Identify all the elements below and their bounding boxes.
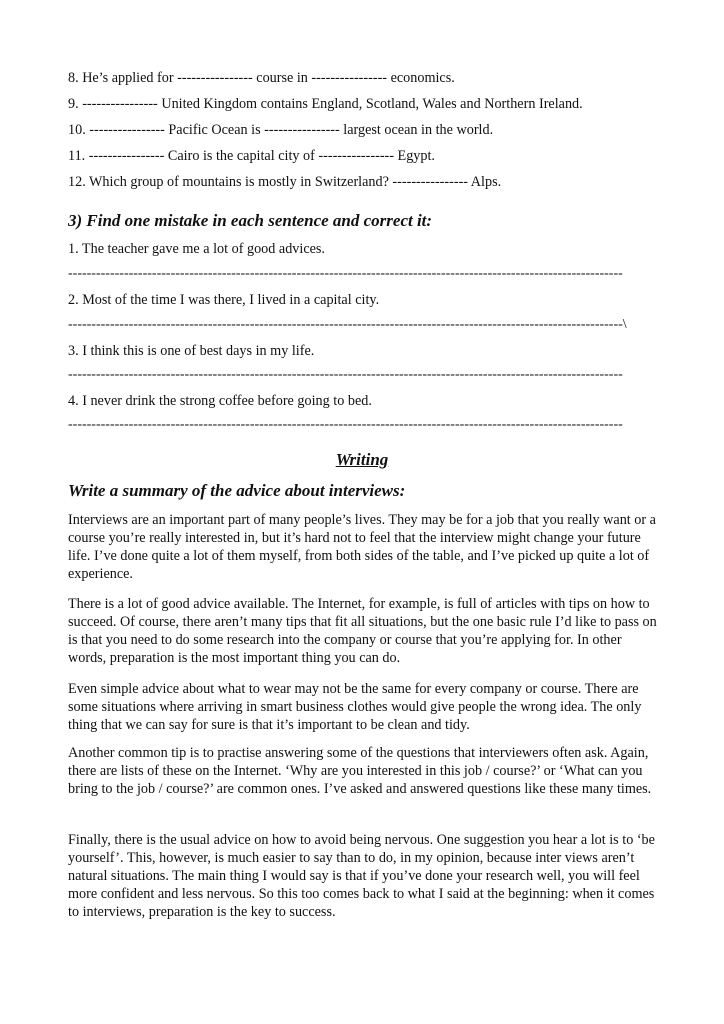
exercise2-item-10: 10. ---------------- Pacific Ocean is ---------------- largest ocean in the world. (68, 122, 494, 138)
exercise3-answer-line-3: ----------------------------------------------------------------------------------------------------------------------- (68, 367, 623, 382)
exercise3-answer-line-4: ----------------------------------------------------------------------------------------------------------------------- (68, 417, 623, 432)
writing-paragraph-4: Another common tip is to practise answering some of the questions that interviewers often ask. Again, there are lists of these on the Internet. ‘Why are you interested in this job / course?’ or ‘What can you bring to the job / course?’ are common ones. I’ve asked and answered questions like these many times. (68, 745, 652, 797)
exercise2-item-9: 9. ---------------- United Kingdom contains England, Scotland, Wales and Northern Ireland. (68, 96, 583, 112)
exercise3-heading: 3) Find one mistake in each sentence and correct it: (68, 211, 433, 230)
writing-paragraph-2: There is a lot of good advice available. The Internet, for example, is full of articles with tips on how to succeed. Of course, there aren’t many tips that fit all situations, but the one basic rule I’d like to pass on is that you need to do some research into the company or course that you’re applying for. In other words, preparation is the most important thing you can do. (68, 596, 657, 666)
exercise2-item-8: 8. He’s applied for ---------------- course in ---------------- economics. (68, 70, 455, 86)
writing-title: Writing (335, 450, 389, 469)
writing-paragraph-3: Even simple advice about what to wear may not be the same for every company or course. There are some situations where arriving in smart business clothes would give people the wrong idea. The only thing that we can say for sure is that it’s important to be clean and tidy. (68, 681, 642, 733)
exercise3-item-1: 1. The teacher gave me a lot of good advices. (68, 241, 325, 257)
exercise3-item-4: 4. I never drink the strong coffee before going to bed. (68, 393, 372, 409)
writing-subheading: Write a summary of the advice about interviews: (68, 481, 406, 500)
exercise2-item-12: 12. Which group of mountains is mostly in Switzerland? ---------------- Alps. (68, 174, 502, 190)
exercise3-item-3: 3. I think this is one of best days in my life. (68, 343, 315, 359)
exercise3-answer-line-1: ----------------------------------------------------------------------------------------------------------------------- (68, 266, 623, 281)
exercise3-item-2: 2. Most of the time I was there, I lived in a capital city. (68, 292, 380, 308)
writing-paragraph-1: Interviews are an important part of many people’s lives. They may be for a job that you really want or a course you’re really interested in, but it’s hard not to feel that the interview might change your future life. I’ve done quite a lot of them myself, from both sides of the table, and I’ve picked up quite a lot of experience. (68, 512, 656, 582)
writing-paragraph-5: Finally, there is the usual advice on how to avoid being nervous. One suggestion you hear a lot is to ‘be yourself’. This, however, is much easier to say than to do, in my opinion, because inter views aren’t natural situations. The main thing I would say is that if you’ve done your research well, you will feel more confident and less nervous. So this too comes back to what I said at the beginning: when it comes to interviews, preparation is the key to success. (68, 832, 655, 920)
exercise3-answer-line-2: -----------------------------------------------------------------------------------------------------------------------\ (68, 317, 627, 332)
exercise2-item-11: 11. ---------------- Cairo is the capital city of ---------------- Egypt. (68, 148, 435, 164)
